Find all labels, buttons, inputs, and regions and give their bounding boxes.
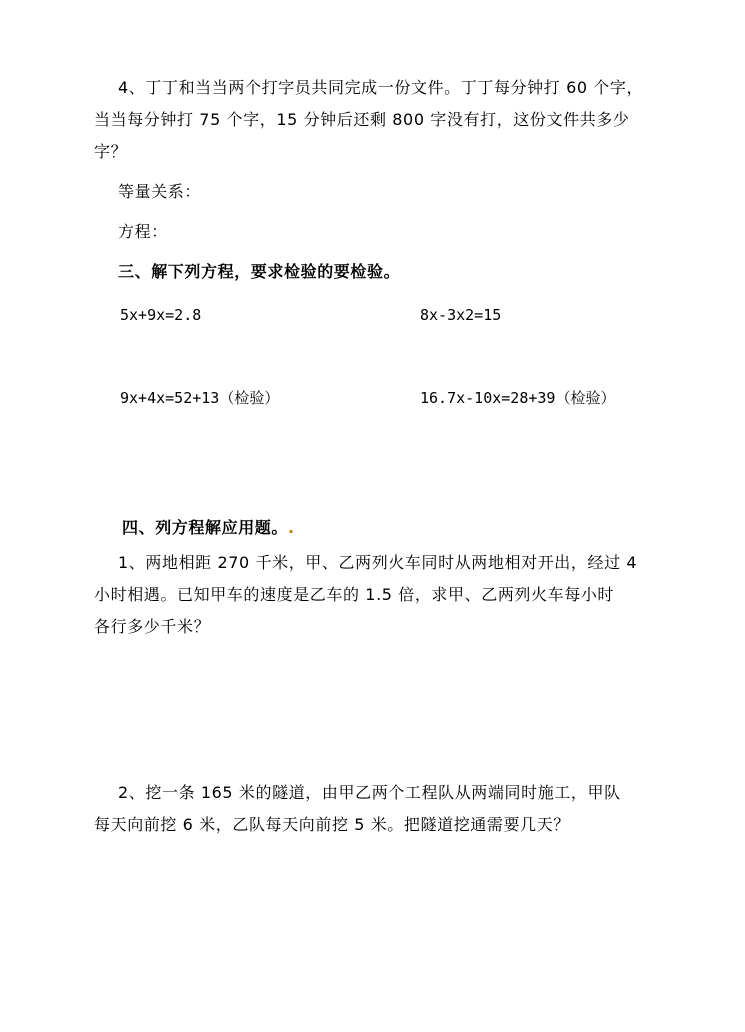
question1-line3: 各行多少千米？ (94, 617, 211, 636)
problem4-line3: 字？ (94, 142, 128, 161)
problem4-line1: 4、丁丁和当当两个打字员共同完成一份文件。丁丁每分钟打 60 个字， (118, 78, 644, 97)
equation-4: 16.7x-10x=28+39（检验） (420, 389, 616, 407)
problem4-line2: 当当每分钟打 75 个字，15 分钟后还剩 800 字没有打，这份文件共多少 (94, 110, 630, 129)
question2-line2: 每天向前挖 6 米，乙队每天向前挖 5 米。把隧道挖通需要几天？ (94, 815, 570, 834)
relation-label: 等量关系： (118, 182, 202, 201)
equation-3: 9x+4x=52+13（检验） (120, 389, 280, 407)
section4-heading-row (122, 518, 295, 538)
question1-line2: 小时相遇。已知甲车的速度是乙车的 1.5 倍，求甲、乙两列火车每小时 (94, 585, 615, 604)
section4-heading: 四、列方程解应用题。 (122, 518, 289, 537)
section4-heading-mark: . (288, 518, 295, 537)
equation-1: 5x+9x=2.8 (120, 306, 202, 324)
question1-line1: 1、两地相距 270 千米，甲、乙两列火车同时从两地相对开出，经过 4 (118, 553, 638, 572)
equation-2: 8x-3x2=15 (420, 306, 502, 324)
section3-heading: 三、解下列方程，要求检验的要检验。 (118, 262, 401, 281)
equation-label: 方程： (118, 222, 168, 241)
question2-line1: 2、挖一条 165 米的隧道，由甲乙两个工程队从两端同时施工，甲队 (118, 783, 621, 802)
